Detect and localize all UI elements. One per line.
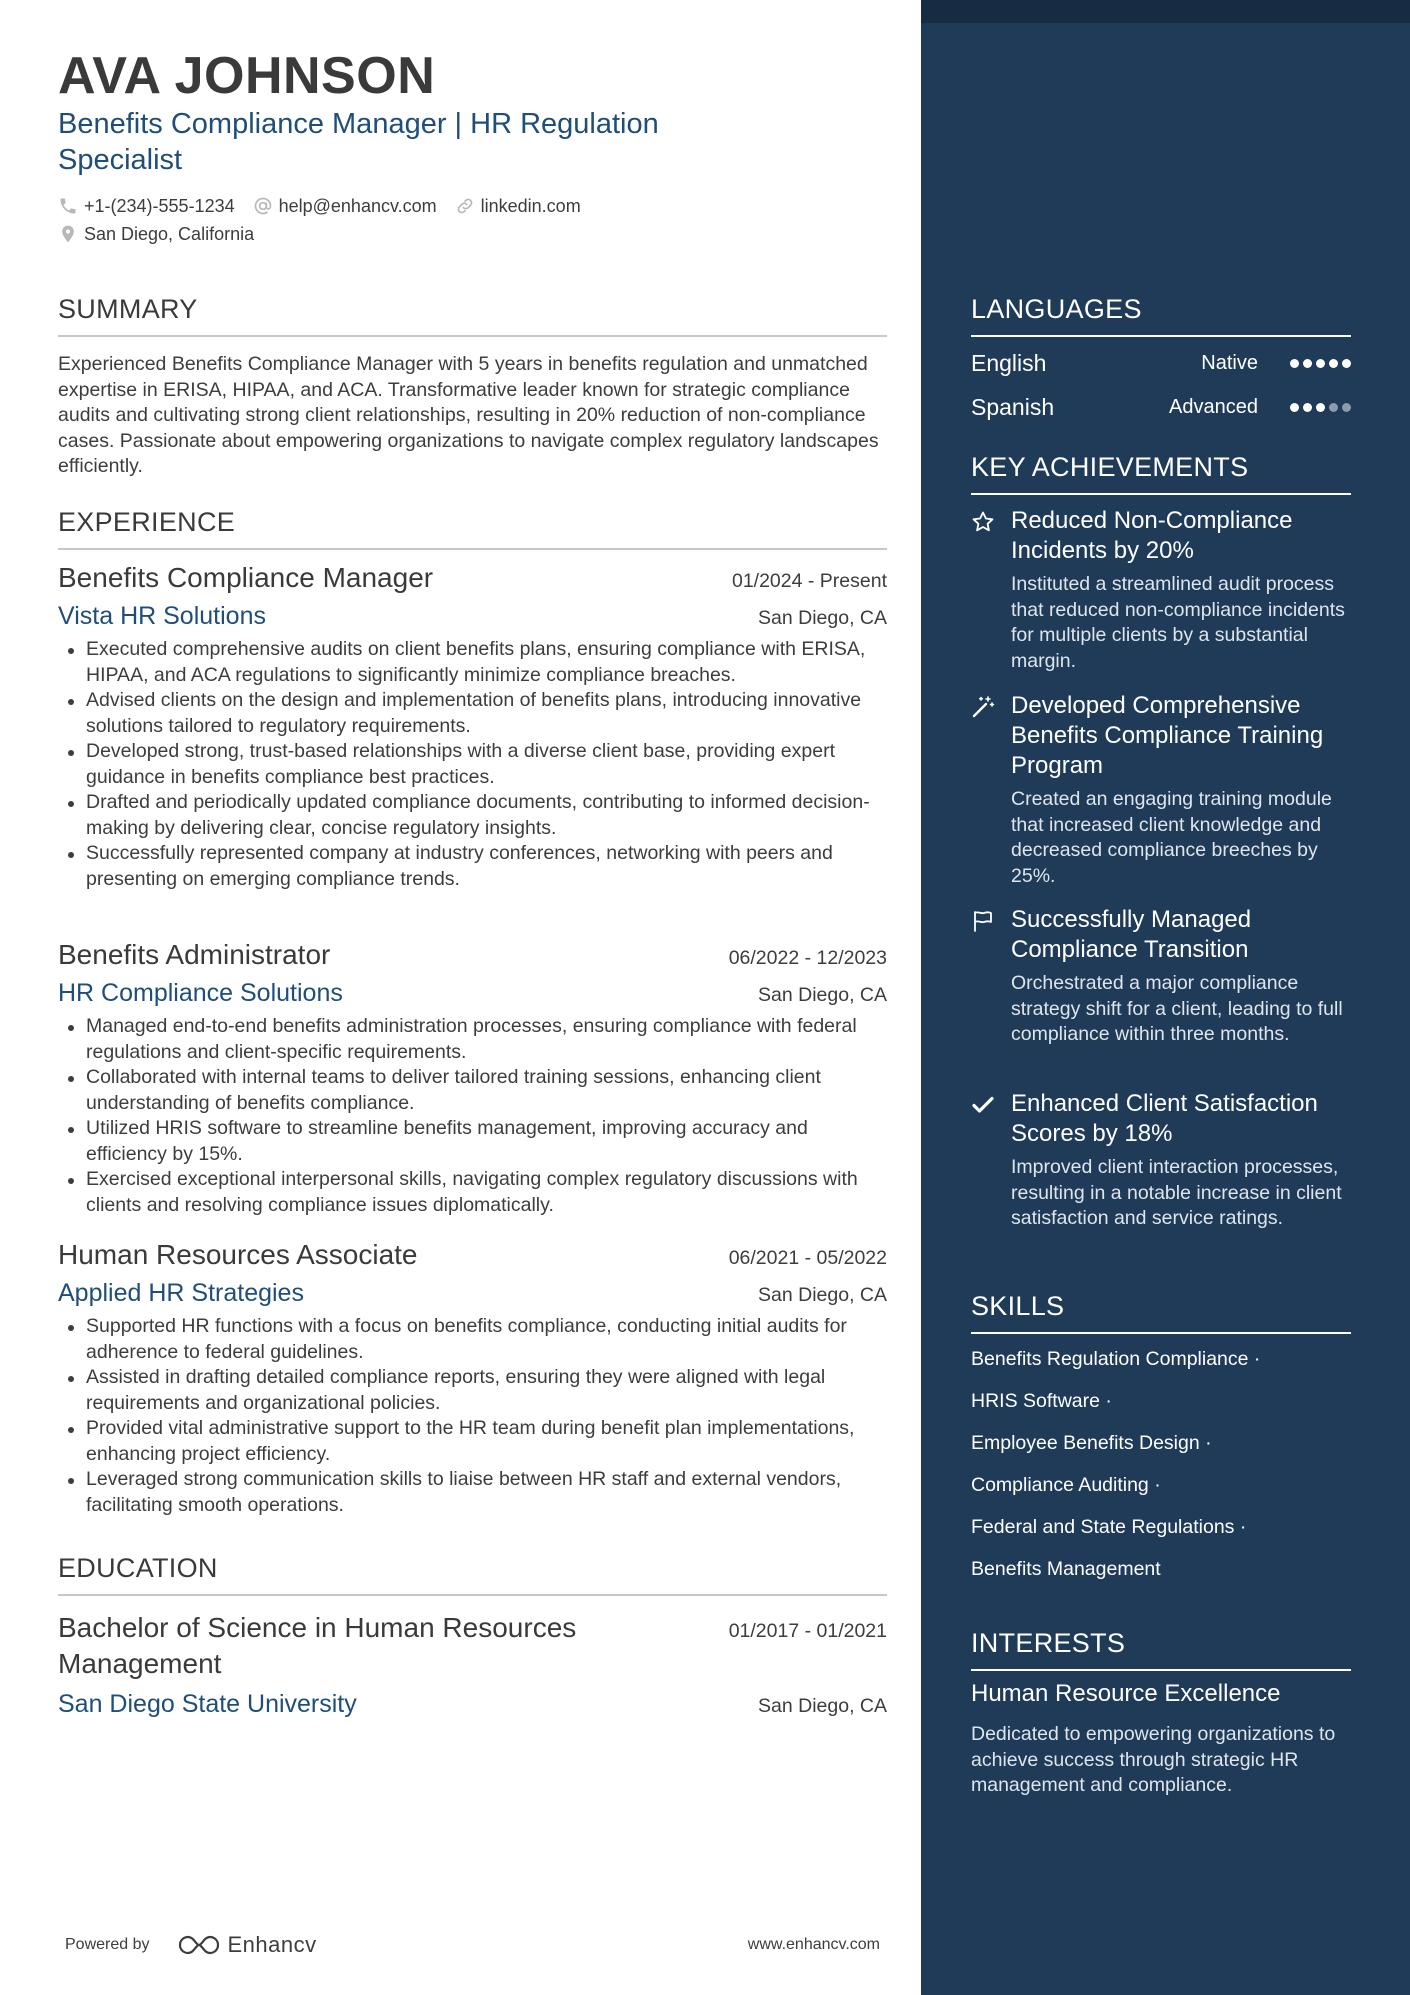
bullet-item: Managed end-to-end benefits administration processes, ensuring compliance with federal regulations and client-specific requirements. <box>58 1014 887 1065</box>
powered-by[interactable] <box>65 1932 317 1958</box>
flag-icon <box>971 909 995 933</box>
phone-contact[interactable] <box>58 196 235 217</box>
bullet-item: Successfully represented company at industry conferences, networking with peers and presenting on emerging compliance trends. <box>58 841 887 892</box>
school-location: San Diego, CA <box>758 1695 887 1717</box>
language-level: Native <box>1201 352 1258 374</box>
education-dates: 01/2017 - 01/2021 <box>728 1620 887 1642</box>
job-bullets <box>58 1314 887 1518</box>
email-contact[interactable] <box>253 196 437 217</box>
email-text: help@enhancv.com <box>278 195 437 216</box>
bullet-item: Assisted in drafting detailed compliance reports, ensuring they were aligned with legal requirements and organizational policies. <box>58 1365 887 1416</box>
link-icon <box>455 196 475 216</box>
bullet-item: Drafted and periodically updated compliance documents, contributing to informed decision-making by delivering clear, concise regulatory insights. <box>58 790 887 841</box>
headline: Benefits Compliance Manager | HR Regulation Specialist <box>58 108 659 176</box>
skill-item: Compliance Auditing · <box>971 1474 1161 1496</box>
achievement-description: Instituted a streamlined audit process that reduced non-compliance incidents for multiple clients by a substantial margin. <box>1011 573 1345 672</box>
linkedin-text: linkedin.com <box>480 195 581 216</box>
language-level: Advanced <box>1169 396 1258 418</box>
rating-dot-filled <box>1316 359 1325 368</box>
star-icon <box>971 510 995 534</box>
skills-heading: SKILLS <box>971 1291 1351 1334</box>
achievement-description: Improved client interaction processes, resulting in a notable increase in client satisfaction and service ratings. <box>1011 1156 1342 1229</box>
job-entry-1 <box>58 562 887 892</box>
rating-dot-empty <box>1342 403 1351 412</box>
language-name: English <box>971 350 1047 376</box>
job-location: San Diego, CA <box>758 984 887 1006</box>
phone-text: +1-(234)-555-1234 <box>84 195 235 216</box>
summary-text: Experienced Benefits Compliance Manager with 5 years in benefits regulation and unmatched expertise in ERISA, HIPAA, and ACA. Transformative leader known for strategic compliance audits and cultivating strong client relationships, resulting in 20% reduction of non-compliance cases. Passionate about empowering organizations to navigate complex regulatory landscapes efficiently. <box>58 353 879 477</box>
website-link[interactable]: www.enhancv.com <box>747 1936 880 1953</box>
skill-item: HRIS Software · <box>971 1390 1112 1412</box>
job-entry-2 <box>58 939 887 1218</box>
job-title: Benefits Compliance Manager <box>58 562 434 593</box>
bullet-item: Utilized HRIS software to streamline benefits management, improving accuracy and efficiency by 15%. <box>58 1116 887 1167</box>
bullet-item: Exercised exceptional interpersonal skills, navigating complex regulatory discussions with clients and resolving compliance issues diplomatically. <box>58 1167 887 1218</box>
language-item <box>971 350 1351 377</box>
rating-dot-empty <box>1329 403 1338 412</box>
location-pin-icon <box>58 224 78 244</box>
language-rating <box>1290 403 1351 412</box>
company-name: Applied HR Strategies <box>58 1279 304 1307</box>
achievement-description: Created an engaging training module that increased client knowledge and decreased compliance breeches by 25%. <box>1011 788 1332 887</box>
achievement-item <box>971 691 1361 889</box>
location-text: San Diego, California <box>84 223 255 244</box>
bullet-item: Developed strong, trust-based relationships with a diverse client base, providing expert guidance in benefits compliance best practices. <box>58 739 887 790</box>
rating-dot-filled <box>1342 359 1351 368</box>
language-item <box>971 394 1351 421</box>
school-name: San Diego State University <box>58 1690 357 1718</box>
rating-dot-filled <box>1329 359 1338 368</box>
linkedin-contact[interactable] <box>455 196 581 217</box>
education-heading: EDUCATION <box>58 1553 887 1596</box>
achievement-description: Orchestrated a major compliance strategy shift for a client, leading to full compliance within three months. <box>1011 972 1343 1045</box>
contact-info <box>58 193 898 249</box>
bullet-item: Provided vital administrative support to the HR team during benefit plan implementations, enhancing project efficiency. <box>58 1416 887 1467</box>
education-entry <box>58 1610 887 1719</box>
experience-heading: EXPERIENCE <box>58 507 887 550</box>
achievement-title: Enhanced Client Satisfaction Scores by 18% <box>1011 1090 1318 1147</box>
brand-name: Enhancv <box>227 1932 317 1957</box>
enhancv-logo-icon <box>176 1933 222 1957</box>
skill-item: Federal and State Regulations · <box>971 1516 1247 1538</box>
rating-dot-filled <box>1303 403 1312 412</box>
job-dates: 06/2022 - 12/2023 <box>728 947 887 969</box>
location-contact <box>58 224 254 245</box>
languages-heading: LANGUAGES <box>971 294 1351 337</box>
job-bullets <box>58 637 887 892</box>
achievement-title: Reduced Non-Compliance Incidents by 20% <box>1011 507 1293 564</box>
sidebar <box>921 0 1410 1995</box>
job-title: Human Resources Associate <box>58 1239 418 1270</box>
magic-wand-icon <box>971 695 995 719</box>
job-location: San Diego, CA <box>758 1284 887 1306</box>
at-sign-icon <box>253 196 273 216</box>
bullet-item: Collaborated with internal teams to deliver tailored training sessions, enhancing client understanding of benefits compliance. <box>58 1065 887 1116</box>
achievement-title: Developed Comprehensive Benefits Compliance Training Program <box>1011 692 1324 779</box>
achievement-item <box>971 506 1361 674</box>
job-entry-3 <box>58 1239 887 1518</box>
footer <box>65 1930 880 1960</box>
bullet-item: Leveraged strong communication skills to liaise between HR staff and external vendors, facilitating smooth operations. <box>58 1467 887 1518</box>
job-dates: 01/2024 - Present <box>731 570 887 592</box>
bullet-item: Supported HR functions with a focus on benefits compliance, conducting initial audits for adherence to federal guidelines. <box>58 1314 887 1365</box>
skill-item: Benefits Regulation Compliance · <box>971 1348 1261 1370</box>
language-rating <box>1290 359 1351 368</box>
job-location: San Diego, CA <box>758 607 887 629</box>
powered-by-label: Powered by <box>65 1936 150 1953</box>
achievement-item <box>971 1089 1361 1232</box>
bullet-item: Executed comprehensive audits on client benefits plans, ensuring compliance with ERISA, HIPAA, and ACA regulations to significantly minimize compliance breaches. <box>58 637 887 688</box>
company-name: Vista HR Solutions <box>58 602 266 630</box>
achievements-heading: KEY ACHIEVEMENTS <box>971 452 1351 495</box>
phone-icon <box>58 196 78 216</box>
bullet-item: Advised clients on the design and implementation of benefits plans, introducing innovative solutions tailored to regulatory requirements. <box>58 688 887 739</box>
achievement-title: Successfully Managed Compliance Transition <box>1011 906 1252 963</box>
language-name: Spanish <box>971 394 1055 420</box>
rating-dot-filled <box>1290 359 1299 368</box>
interests-heading: INTERESTS <box>971 1628 1351 1671</box>
degree: Bachelor of Science in Human Resources Management <box>58 1612 577 1679</box>
company-name: HR Compliance Solutions <box>58 979 343 1007</box>
rating-dot-filled <box>1303 359 1312 368</box>
skill-item: Benefits Management <box>971 1558 1161 1580</box>
rating-dot-filled <box>1290 403 1299 412</box>
job-title: Benefits Administrator <box>58 939 331 970</box>
skills-list <box>971 1344 1351 1596</box>
checkmark-icon <box>971 1093 995 1117</box>
achievement-item <box>971 905 1361 1048</box>
rating-dot-filled <box>1316 403 1325 412</box>
summary-heading: SUMMARY <box>58 294 887 337</box>
job-dates: 06/2021 - 05/2022 <box>728 1247 887 1269</box>
candidate-name: AVA JOHNSON <box>58 47 436 105</box>
job-bullets <box>58 1014 887 1218</box>
skill-item: Employee Benefits Design · <box>971 1432 1212 1454</box>
sidebar-top-bar <box>921 0 1410 23</box>
interest-title: Human Resource Excellence <box>971 1680 1281 1707</box>
interest-description: Dedicated to empowering organizations to achieve success through strategic HR management and compliance. <box>971 1723 1336 1796</box>
